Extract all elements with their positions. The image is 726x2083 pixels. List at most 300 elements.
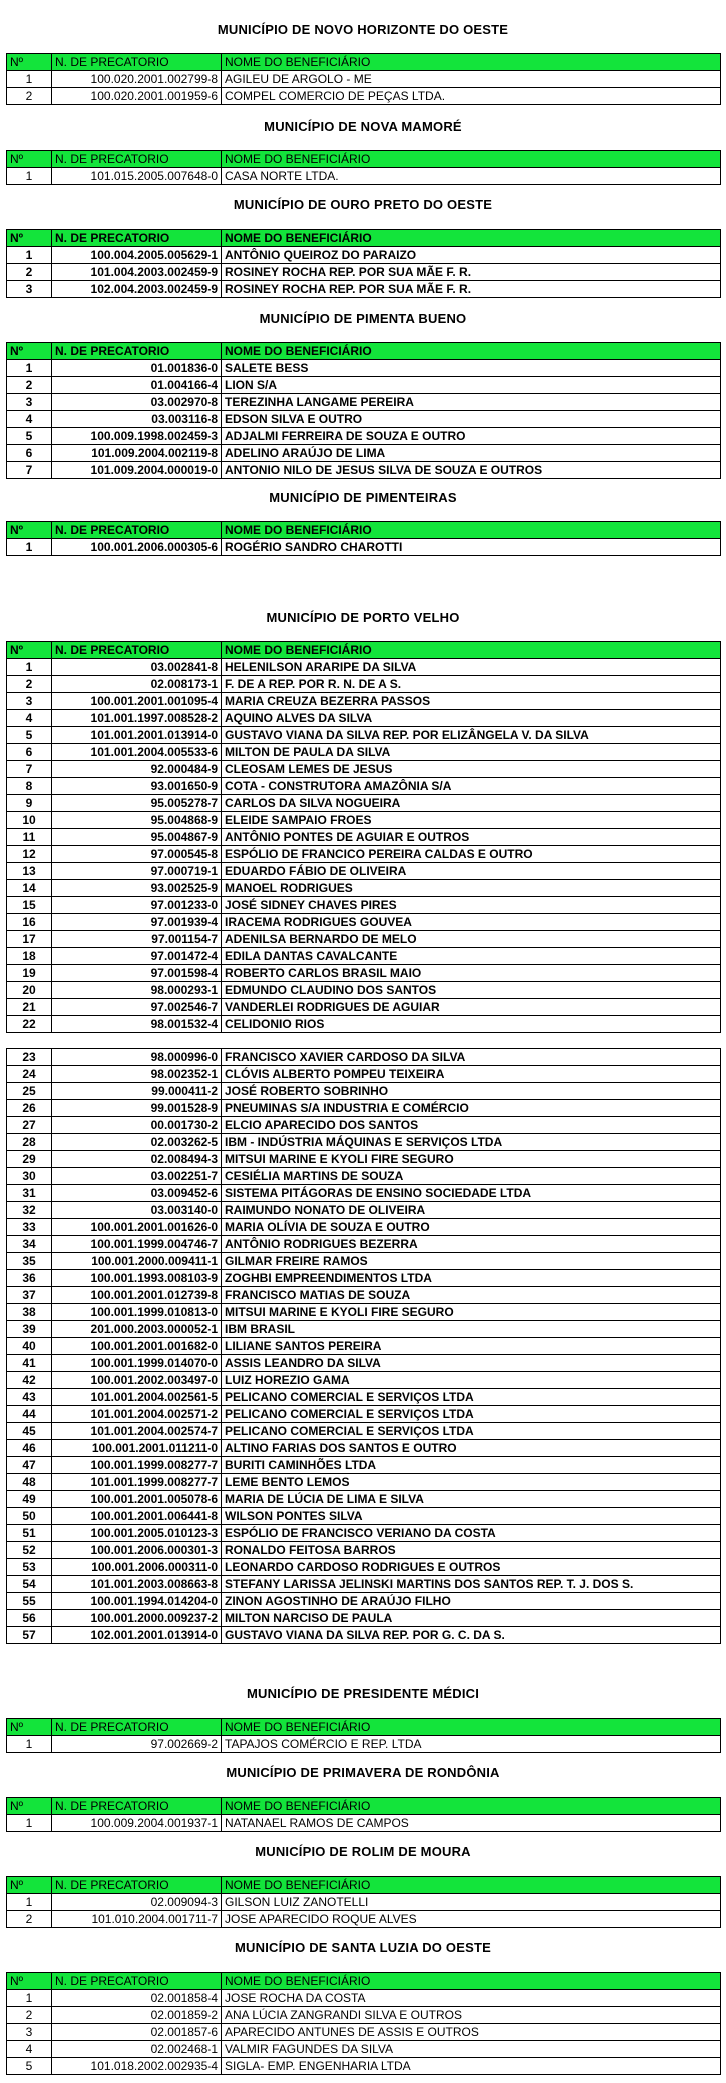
precatorio-number: 101.001.2004.005533-6	[52, 744, 222, 761]
table-row	[7, 1440, 721, 1457]
precatorio-number: 100.001.2006.000311-0	[52, 1559, 222, 1576]
row-number: 46	[7, 1440, 52, 1457]
row-number: 42	[7, 1372, 52, 1389]
precatorio-number: 101.001.2004.002574-7	[52, 1423, 222, 1440]
row-number: 3	[7, 2024, 52, 2041]
table-row	[7, 1066, 721, 1083]
beneficiary-name: COTA - CONSTRUTORA AMAZÔNIA S/A	[222, 778, 721, 795]
row-number: 24	[7, 1066, 52, 1083]
beneficiary-name: MARIA CREUZA BEZERRA PASSOS	[222, 693, 721, 710]
table-row	[7, 1525, 721, 1542]
beneficiary-name: TEREZINHA LANGAME PEREIRA	[222, 394, 721, 411]
beneficiary-name: MITSUI MARINE E KYOLI FIRE SEGURO	[222, 1151, 721, 1168]
beneficiary-name: MARIA DE LÚCIA DE LIMA E SILVA	[222, 1491, 721, 1508]
table-row	[7, 1134, 721, 1151]
precatorio-number: 02.008173-1	[52, 676, 222, 693]
column-header-number: Nº	[7, 343, 52, 360]
table-row	[7, 539, 721, 556]
table-row	[7, 1406, 721, 1423]
precatorio-number: 102.004.2003.002459-9	[52, 281, 222, 298]
beneficiary-name: ZOGHBI EMPREENDIMENTOS LTDA	[222, 1270, 721, 1287]
beneficiary-name: ELEIDE SAMPAIO FROES	[222, 812, 721, 829]
precatorio-number: 97.001598-4	[52, 965, 222, 982]
beneficiary-name: PELICANO COMERCIAL E SERVIÇOS LTDA	[222, 1423, 721, 1440]
table-row	[7, 1338, 721, 1355]
column-header-beneficiario: NOME DO BENEFICIÁRIO	[222, 230, 721, 247]
precatorio-number: 100.004.2005.005629-1	[52, 247, 222, 264]
column-header-beneficiario: NOME DO BENEFICIÁRIO	[222, 522, 721, 539]
beneficiary-name: IBM BRASIL	[222, 1321, 721, 1338]
precatorio-number: 100.001.2001.001095-4	[52, 693, 222, 710]
table-row	[7, 1911, 721, 1928]
table-row	[7, 264, 721, 281]
column-header-number: Nº	[7, 1798, 52, 1815]
table-row	[7, 1627, 721, 1644]
precatorio-table	[6, 1972, 721, 2075]
precatorio-number: 98.000293-1	[52, 982, 222, 999]
row-number: 15	[7, 897, 52, 914]
table-row	[7, 360, 721, 377]
precatorio-number: 100.001.2001.001626-0	[52, 1219, 222, 1236]
precatorio-number: 100.001.2002.003497-0	[52, 1372, 222, 1389]
beneficiary-name: LILIANE SANTOS PEREIRA	[222, 1338, 721, 1355]
column-header-precatorio: N. DE PRECATORIO	[52, 1719, 222, 1736]
table-row	[7, 795, 721, 812]
beneficiary-name: EDSON SILVA E OUTRO	[222, 411, 721, 428]
precatorio-number: 100.001.2001.005078-6	[52, 1491, 222, 1508]
precatorio-number: 101.001.2003.008663-8	[52, 1576, 222, 1593]
beneficiary-name: BURITI CAMINHÕES LTDA	[222, 1457, 721, 1474]
beneficiary-name: GUSTAVO VIANA DA SILVA REP. POR ELIZÂNGELA V. DA SILVA	[222, 727, 721, 744]
table-row	[7, 999, 721, 1016]
column-header-number: Nº	[7, 1973, 52, 1990]
beneficiary-name: ALTINO FARIAS DOS SANTOS E OUTRO	[222, 1440, 721, 1457]
precatorio-number: 02.008494-3	[52, 1151, 222, 1168]
precatorio-number: 97.001472-4	[52, 948, 222, 965]
row-number: 52	[7, 1542, 52, 1559]
column-header-beneficiario: NOME DO BENEFICIÁRIO	[222, 151, 721, 168]
table-row	[7, 1990, 721, 2007]
row-number: 31	[7, 1185, 52, 1202]
row-number: 4	[7, 710, 52, 727]
row-number: 2	[7, 2007, 52, 2024]
precatorio-number: 100.001.1994.014204-0	[52, 1593, 222, 1610]
precatorio-table	[6, 342, 721, 479]
table-row	[7, 761, 721, 778]
row-number: 2	[7, 264, 52, 281]
table-row	[7, 1236, 721, 1253]
beneficiary-name: ASSIS LEANDRO DA SILVA	[222, 1355, 721, 1372]
row-number: 53	[7, 1559, 52, 1576]
row-number: 11	[7, 829, 52, 846]
beneficiary-name: MILTON DE PAULA DA SILVA	[222, 744, 721, 761]
precatorio-number: 100.009.1998.002459-3	[52, 428, 222, 445]
precatorio-number: 97.001154-7	[52, 931, 222, 948]
beneficiary-name: MARIA OLÍVIA DE SOUZA E OUTRO	[222, 1219, 721, 1236]
column-header-precatorio: N. DE PRECATORIO	[52, 522, 222, 539]
precatorio-number: 101.001.2001.013914-0	[52, 727, 222, 744]
precatorio-number: 100.001.2001.011211-0	[52, 1440, 222, 1457]
beneficiary-name: HELENILSON ARARIPE DA SILVA	[222, 659, 721, 676]
precatorio-number: 97.000545-8	[52, 846, 222, 863]
beneficiary-name: IRACEMA RODRIGUES GOUVEA	[222, 914, 721, 931]
precatorio-number: 102.001.2001.013914-0	[52, 1627, 222, 1644]
beneficiary-name: ELCIO APARECIDO DOS SANTOS	[222, 1117, 721, 1134]
column-header-precatorio: N. DE PRECATORIO	[52, 54, 222, 71]
row-number: 13	[7, 863, 52, 880]
row-number: 23	[7, 1049, 52, 1066]
precatorio-number: 100.001.1999.004746-7	[52, 1236, 222, 1253]
precatorio-table	[6, 641, 721, 1033]
row-number: 35	[7, 1253, 52, 1270]
beneficiary-name: ANTONIO NILO DE JESUS SILVA DE SOUZA E OUTROS	[222, 462, 721, 479]
column-header-beneficiario: NOME DO BENEFICIÁRIO	[222, 1798, 721, 1815]
table-row	[7, 1253, 721, 1270]
beneficiary-name: TAPAJOS COMÉRCIO E REP. LTDA	[222, 1736, 721, 1753]
section-title: MUNICÍPIO DE SANTA LUZIA DO OESTE	[234, 1940, 491, 1955]
precatorio-number: 99.000411-2	[52, 1083, 222, 1100]
precatorio-number: 00.001730-2	[52, 1117, 222, 1134]
section-title: MUNICÍPIO DE PORTO VELHO	[266, 610, 460, 625]
beneficiary-name: SIGLA- EMP. ENGENHARIA LTDA	[222, 2058, 721, 2075]
beneficiary-name: F. DE A REP. POR R. N. DE A S.	[222, 676, 721, 693]
table-row	[7, 897, 721, 914]
beneficiary-name: PELICANO COMERCIAL E SERVIÇOS LTDA	[222, 1389, 721, 1406]
beneficiary-name: MANOEL RODRIGUES	[222, 880, 721, 897]
table-row	[7, 2058, 721, 2075]
table-row	[7, 247, 721, 264]
column-header-beneficiario: NOME DO BENEFICIÁRIO	[222, 54, 721, 71]
beneficiary-name: AQUINO ALVES DA SILVA	[222, 710, 721, 727]
column-header-number: Nº	[7, 54, 52, 71]
section-title: MUNICÍPIO DE PRESIDENTE MÉDICI	[246, 1686, 480, 1701]
column-header-precatorio: N. DE PRECATORIO	[52, 1877, 222, 1894]
row-number: 2	[7, 377, 52, 394]
table-row	[7, 1100, 721, 1117]
precatorio-number: 03.009452-6	[52, 1185, 222, 1202]
row-number: 37	[7, 1287, 52, 1304]
row-number: 1	[7, 247, 52, 264]
precatorio-number: 92.000484-9	[52, 761, 222, 778]
table-row	[7, 812, 721, 829]
precatorio-number: 100.001.1999.008277-7	[52, 1457, 222, 1474]
row-number: 57	[7, 1627, 52, 1644]
row-number: 21	[7, 999, 52, 1016]
precatorio-number: 101.009.2004.000019-0	[52, 462, 222, 479]
row-number: 32	[7, 1202, 52, 1219]
row-number: 1	[7, 71, 52, 88]
beneficiary-name: PNEUMINAS S/A INDUSTRIA E COMÉRCIO	[222, 1100, 721, 1117]
table-row	[7, 1508, 721, 1525]
table-row	[7, 1219, 721, 1236]
table-row	[7, 1083, 721, 1100]
row-number: 3	[7, 693, 52, 710]
beneficiary-name: FRANCISCO XAVIER CARDOSO DA SILVA	[222, 1049, 721, 1066]
row-number: 2	[7, 1911, 52, 1928]
table-row	[7, 281, 721, 298]
column-header-beneficiario: NOME DO BENEFICIÁRIO	[222, 642, 721, 659]
row-number: 44	[7, 1406, 52, 1423]
table-header-row	[7, 522, 721, 539]
beneficiary-name: EDILA DANTAS CAVALCANTE	[222, 948, 721, 965]
table-row	[7, 1117, 721, 1134]
table-row	[7, 1304, 721, 1321]
beneficiary-name: JOSÉ SIDNEY CHAVES PIRES	[222, 897, 721, 914]
precatorio-number: 03.003116-8	[52, 411, 222, 428]
beneficiary-name: ROGÉRIO SANDRO CHAROTTI	[222, 539, 721, 556]
precatorio-number: 98.002352-1	[52, 1066, 222, 1083]
row-number: 8	[7, 778, 52, 795]
table-row	[7, 428, 721, 445]
table-row	[7, 462, 721, 479]
beneficiary-name: ZINON AGOSTINHO DE ARAÚJO FILHO	[222, 1593, 721, 1610]
row-number: 9	[7, 795, 52, 812]
row-number: 10	[7, 812, 52, 829]
table-row	[7, 676, 721, 693]
row-number: 1	[7, 168, 52, 185]
beneficiary-name: NATANAEL RAMOS DE CAMPOS	[222, 1815, 721, 1832]
precatorio-number: 99.001528-9	[52, 1100, 222, 1117]
precatorio-number: 02.001857-6	[52, 2024, 222, 2041]
column-header-precatorio: N. DE PRECATORIO	[52, 343, 222, 360]
precatorio-number: 97.001233-0	[52, 897, 222, 914]
row-number: 47	[7, 1457, 52, 1474]
precatorio-number: 101.010.2004.001711-7	[52, 1911, 222, 1928]
table-row	[7, 1355, 721, 1372]
row-number: 1	[7, 1990, 52, 2007]
precatorio-number: 02.009094-3	[52, 1894, 222, 1911]
column-header-precatorio: N. DE PRECATORIO	[52, 151, 222, 168]
row-number: 1	[7, 360, 52, 377]
table-header-row	[7, 1877, 721, 1894]
row-number: 30	[7, 1168, 52, 1185]
precatorio-number: 100.001.2006.000301-3	[52, 1542, 222, 1559]
beneficiary-name: FRANCISCO MATIAS DE SOUZA	[222, 1287, 721, 1304]
row-number: 51	[7, 1525, 52, 1542]
table-header-row	[7, 1719, 721, 1736]
table-row	[7, 727, 721, 744]
table-row	[7, 411, 721, 428]
table-row	[7, 377, 721, 394]
table-row	[7, 1559, 721, 1576]
precatorio-number: 98.001532-4	[52, 1016, 222, 1033]
precatorio-number: 98.000996-0	[52, 1049, 222, 1066]
precatorio-number: 93.001650-9	[52, 778, 222, 795]
table-header-row	[7, 151, 721, 168]
precatorio-number: 03.003140-0	[52, 1202, 222, 1219]
table-row	[7, 1474, 721, 1491]
table-header-row	[7, 1973, 721, 1990]
row-number: 33	[7, 1219, 52, 1236]
table-row	[7, 168, 721, 185]
table-header-row	[7, 54, 721, 71]
beneficiary-name: COMPEL COMERCIO DE PEÇAS LTDA.	[222, 88, 721, 105]
table-row	[7, 2024, 721, 2041]
row-number: 28	[7, 1134, 52, 1151]
table-row	[7, 2007, 721, 2024]
precatorio-number: 100.001.2000.009237-2	[52, 1610, 222, 1627]
precatorio-number: 201.000.2003.000052-1	[52, 1321, 222, 1338]
table-row	[7, 863, 721, 880]
row-number: 7	[7, 761, 52, 778]
row-number: 56	[7, 1610, 52, 1627]
table-header-row	[7, 1798, 721, 1815]
beneficiary-name: CLÓVIS ALBERTO POMPEU TEIXEIRA	[222, 1066, 721, 1083]
table-row	[7, 1457, 721, 1474]
beneficiary-name: ANTÔNIO RODRIGUES BEZERRA	[222, 1236, 721, 1253]
precatorio-number: 03.002841-8	[52, 659, 222, 676]
beneficiary-name: WILSON PONTES SILVA	[222, 1508, 721, 1525]
row-number: 6	[7, 445, 52, 462]
row-number: 3	[7, 281, 52, 298]
table-row	[7, 710, 721, 727]
row-number: 4	[7, 2041, 52, 2058]
beneficiary-name: ANTÔNIO QUEIROZ DO PARAIZO	[222, 247, 721, 264]
precatorio-number: 95.004867-9	[52, 829, 222, 846]
beneficiary-name: ANTÔNIO PONTES DE AGUIAR E OUTROS	[222, 829, 721, 846]
beneficiary-name: SISTEMA PITÁGORAS DE ENSINO SOCIEDADE LTDA	[222, 1185, 721, 1202]
beneficiary-name: APARECIDO ANTUNES DE ASSIS E OUTROS	[222, 2024, 721, 2041]
row-number: 22	[7, 1016, 52, 1033]
precatorio-number: 97.002669-2	[52, 1736, 222, 1753]
precatorio-number: 100.001.2001.012739-8	[52, 1287, 222, 1304]
section-title: MUNICÍPIO DE PIMENTA BUENO	[259, 311, 467, 326]
row-number: 3	[7, 394, 52, 411]
column-header-number: Nº	[7, 522, 52, 539]
precatorio-number: 100.020.2001.001959-6	[52, 88, 222, 105]
beneficiary-name: CESIÉLIA MARTINS DE SOUZA	[222, 1168, 721, 1185]
precatorio-number: 101.018.2002.002935-4	[52, 2058, 222, 2075]
precatorio-number: 93.002525-9	[52, 880, 222, 897]
precatorio-table	[6, 1718, 721, 1753]
precatorio-number: 100.001.1999.014070-0	[52, 1355, 222, 1372]
row-number: 27	[7, 1117, 52, 1134]
precatorio-number: 01.001836-0	[52, 360, 222, 377]
table-row	[7, 778, 721, 795]
precatorio-number: 100.009.2004.001937-1	[52, 1815, 222, 1832]
row-number: 29	[7, 1151, 52, 1168]
precatorio-number: 95.004868-9	[52, 812, 222, 829]
precatorio-number: 97.000719-1	[52, 863, 222, 880]
beneficiary-name: VANDERLEI RODRIGUES DE AGUIAR	[222, 999, 721, 1016]
table-row	[7, 948, 721, 965]
beneficiary-name: VALMIR FAGUNDES DA SILVA	[222, 2041, 721, 2058]
precatorio-number: 101.004.2003.002459-9	[52, 264, 222, 281]
precatorio-number: 101.009.2004.002119-8	[52, 445, 222, 462]
table-row	[7, 1736, 721, 1753]
precatorio-table	[6, 1048, 721, 1644]
section-title: MUNICÍPIO DE OURO PRETO DO OESTE	[233, 197, 493, 212]
precatorio-table	[6, 229, 721, 298]
table-row	[7, 659, 721, 676]
row-number: 16	[7, 914, 52, 931]
precatorio-number: 02.003262-5	[52, 1134, 222, 1151]
beneficiary-name: IBM - INDÚSTRIA MÁQUINAS E SERVIÇOS LTDA	[222, 1134, 721, 1151]
table-row	[7, 744, 721, 761]
beneficiary-name: RONALDO FEITOSA BARROS	[222, 1542, 721, 1559]
precatorio-number: 101.015.2005.007648-0	[52, 168, 222, 185]
precatorio-number: 100.020.2001.002799-8	[52, 71, 222, 88]
table-row	[7, 1270, 721, 1287]
precatorio-number: 97.001939-4	[52, 914, 222, 931]
beneficiary-name: CLEOSAM LEMES DE JESUS	[222, 761, 721, 778]
row-number: 6	[7, 744, 52, 761]
table-row	[7, 71, 721, 88]
precatorio-number: 100.001.2006.000305-6	[52, 539, 222, 556]
precatorio-number: 101.001.1997.008528-2	[52, 710, 222, 727]
beneficiary-name: ESPÓLIO DE FRANCISCO VERIANO DA COSTA	[222, 1525, 721, 1542]
row-number: 2	[7, 676, 52, 693]
row-number: 50	[7, 1508, 52, 1525]
row-number: 26	[7, 1100, 52, 1117]
table-row	[7, 965, 721, 982]
column-header-precatorio: N. DE PRECATORIO	[52, 642, 222, 659]
beneficiary-name: MITSUI MARINE E KYOLI FIRE SEGURO	[222, 1304, 721, 1321]
beneficiary-name: ROSINEY ROCHA REP. POR SUA MÃE F. R.	[222, 264, 721, 281]
column-header-number: Nº	[7, 1877, 52, 1894]
precatorio-number: 03.002970-8	[52, 394, 222, 411]
precatorio-number: 02.002468-1	[52, 2041, 222, 2058]
table-row	[7, 88, 721, 105]
table-row	[7, 1321, 721, 1338]
precatorio-number: 97.002546-7	[52, 999, 222, 1016]
precatorio-number: 01.004166-4	[52, 377, 222, 394]
precatorio-number: 100.001.2001.006441-8	[52, 1508, 222, 1525]
precatorio-table	[6, 53, 721, 105]
row-number: 36	[7, 1270, 52, 1287]
row-number: 41	[7, 1355, 52, 1372]
row-number: 1	[7, 659, 52, 676]
beneficiary-name: JOSÉ ROBERTO SOBRINHO	[222, 1083, 721, 1100]
beneficiary-name: JOSE APARECIDO ROQUE ALVES	[222, 1911, 721, 1928]
row-number: 7	[7, 462, 52, 479]
row-number: 1	[7, 1894, 52, 1911]
precatorio-number: 100.001.1999.010813-0	[52, 1304, 222, 1321]
row-number: 12	[7, 846, 52, 863]
row-number: 1	[7, 1815, 52, 1832]
table-row	[7, 1287, 721, 1304]
row-number: 48	[7, 1474, 52, 1491]
beneficiary-name: ROSINEY ROCHA REP. POR SUA MÃE F. R.	[222, 281, 721, 298]
beneficiary-name: ROBERTO CARLOS BRASIL MAIO	[222, 965, 721, 982]
row-number: 17	[7, 931, 52, 948]
precatorio-number: 100.001.1993.008103-9	[52, 1270, 222, 1287]
column-header-number: Nº	[7, 642, 52, 659]
table-header-row	[7, 343, 721, 360]
row-number: 5	[7, 2058, 52, 2075]
precatorio-number: 101.001.1999.008277-7	[52, 1474, 222, 1491]
column-header-beneficiario: NOME DO BENEFICIÁRIO	[222, 1973, 721, 1990]
precatorio-number: 95.005278-7	[52, 795, 222, 812]
row-number: 43	[7, 1389, 52, 1406]
precatorio-number: 03.002251-7	[52, 1168, 222, 1185]
row-number: 2	[7, 88, 52, 105]
table-row	[7, 2041, 721, 2058]
beneficiary-name: CELIDONIO RIOS	[222, 1016, 721, 1033]
section-title: MUNICÍPIO DE ROLIM DE MOURA	[255, 1844, 471, 1859]
precatorio-table	[6, 1876, 721, 1928]
table-row	[7, 1049, 721, 1066]
beneficiary-name: AGILEU DE ARGOLO - ME	[222, 71, 721, 88]
table-row	[7, 931, 721, 948]
table-row	[7, 1894, 721, 1911]
beneficiary-name: ESPÓLIO DE FRANCICO PEREIRA CALDAS E OUTRO	[222, 846, 721, 863]
beneficiary-name: EDUARDO FÁBIO DE OLIVEIRA	[222, 863, 721, 880]
row-number: 14	[7, 880, 52, 897]
column-header-number: Nº	[7, 1719, 52, 1736]
row-number: 4	[7, 411, 52, 428]
beneficiary-name: RAIMUNDO NONATO DE OLIVEIRA	[222, 1202, 721, 1219]
